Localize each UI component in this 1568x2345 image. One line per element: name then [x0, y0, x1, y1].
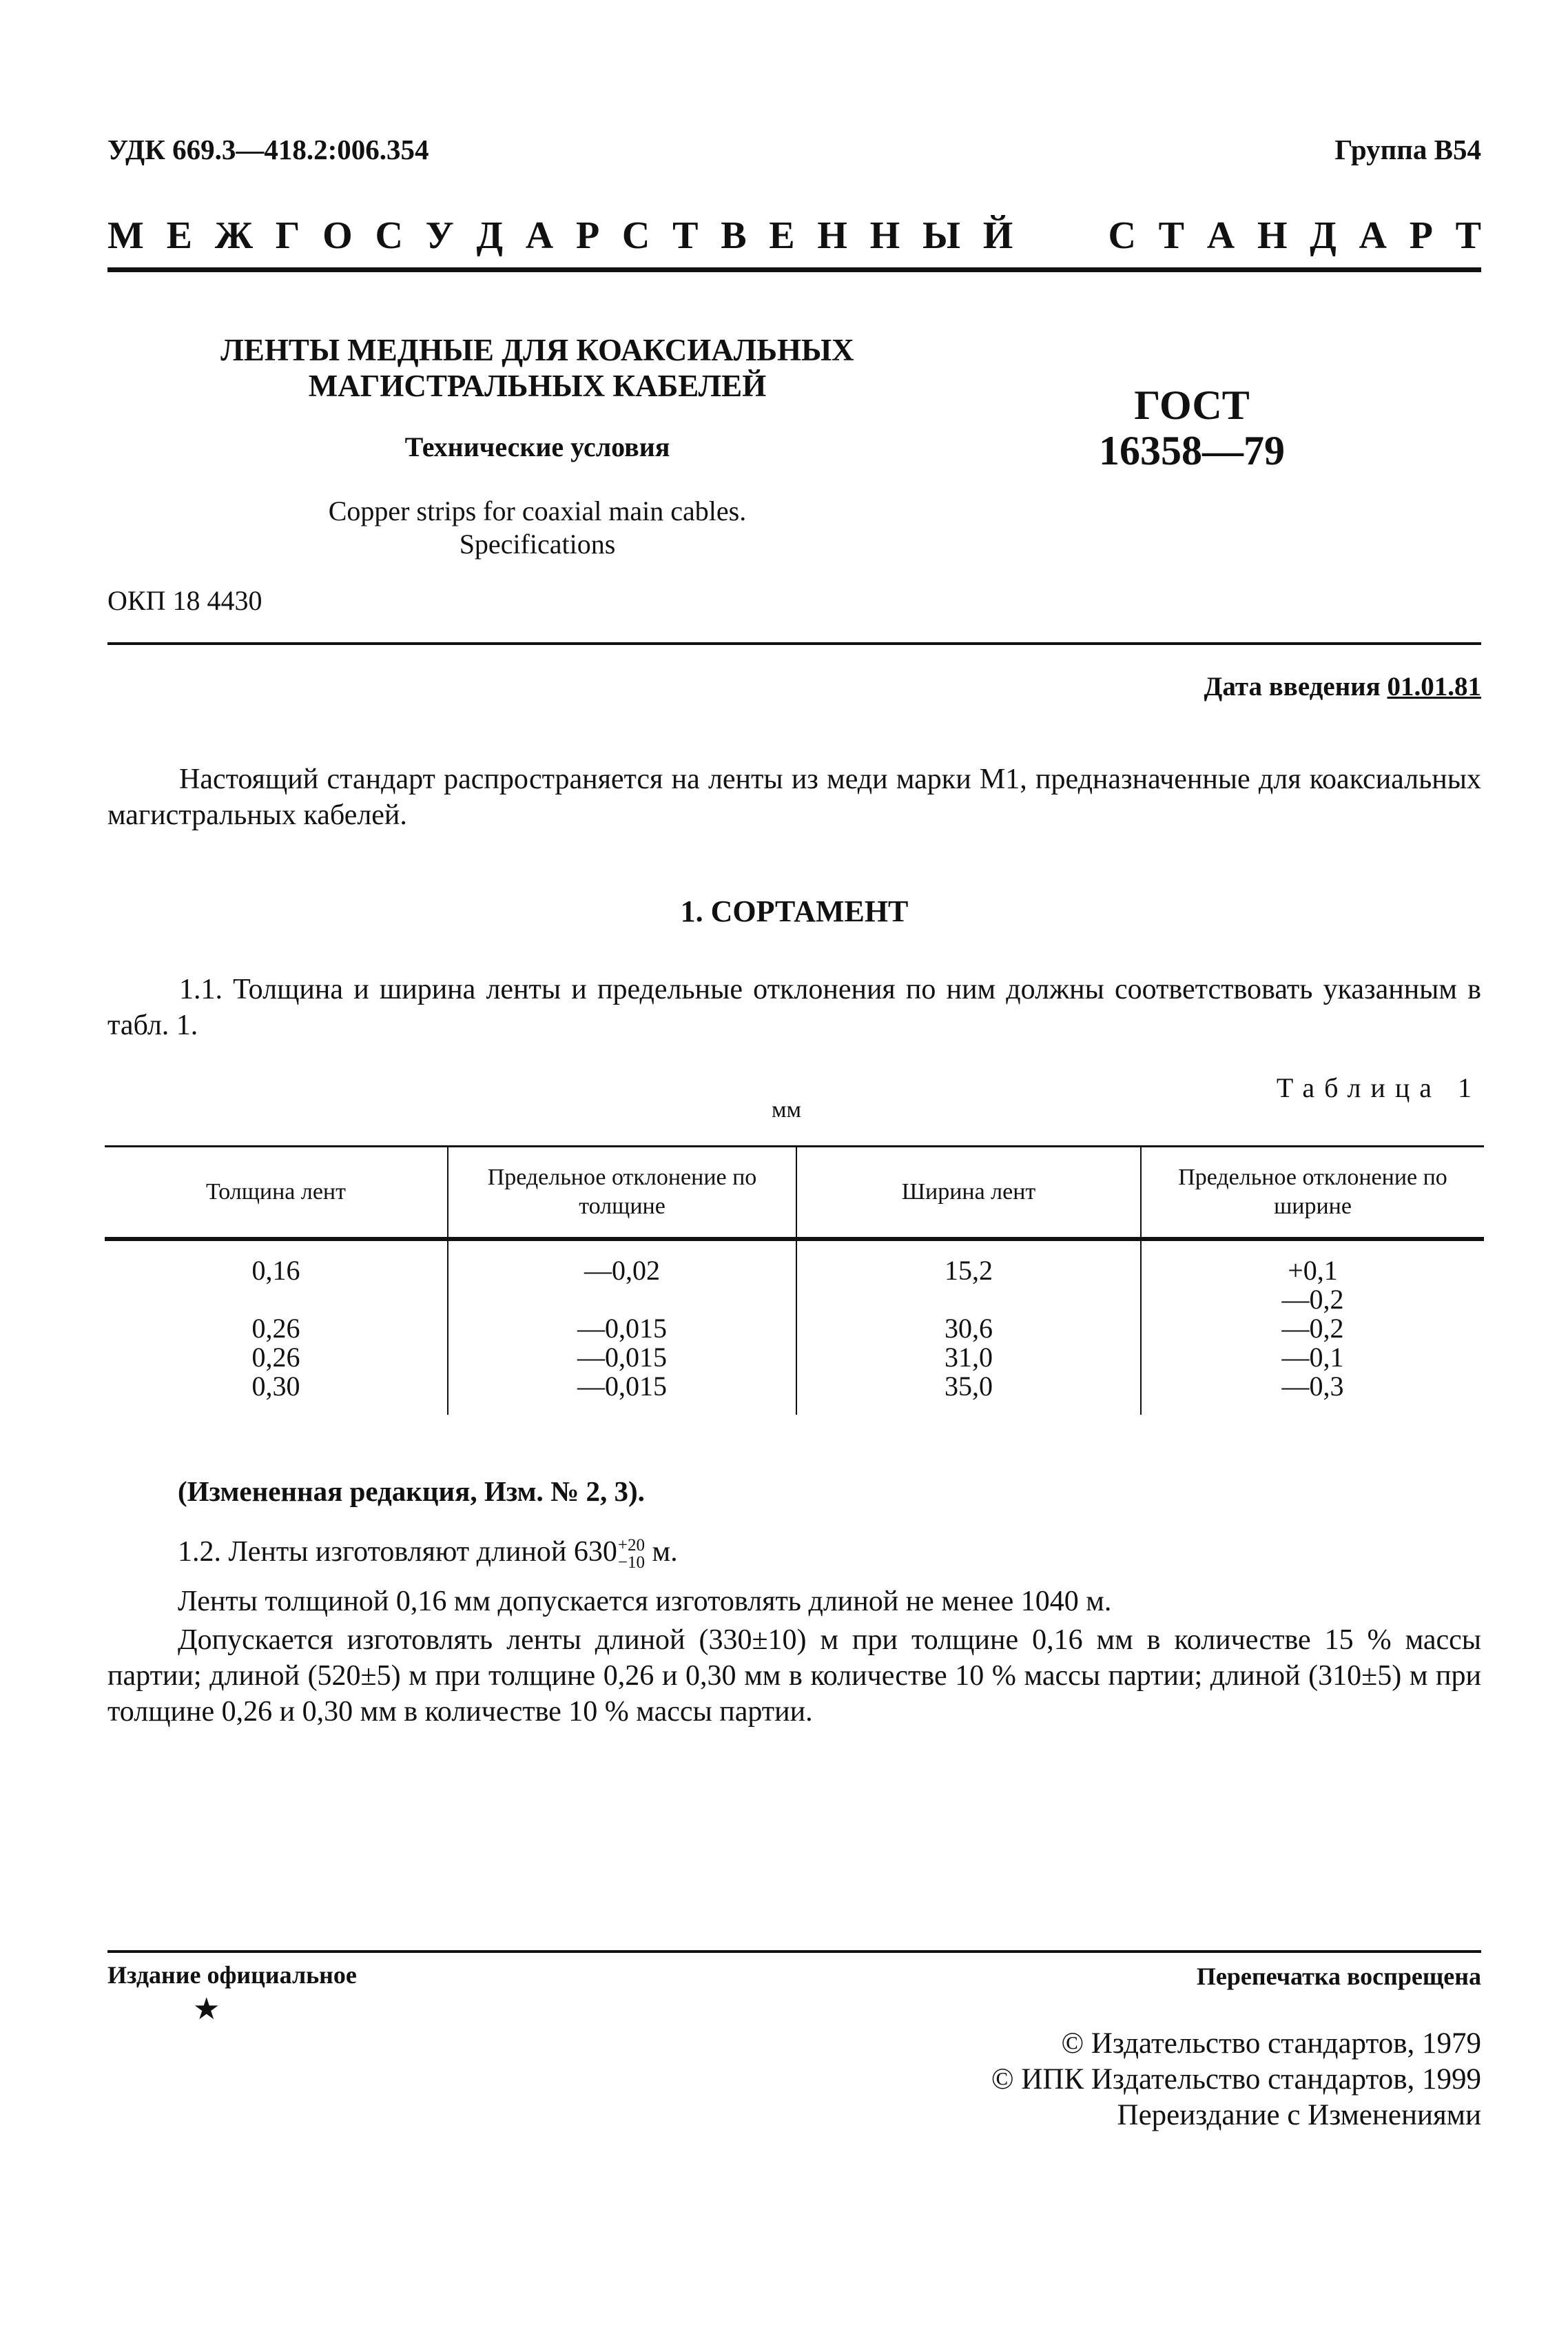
paragraph-1-2-unit: м.: [644, 1536, 678, 1568]
group-code: Группа В54: [1334, 134, 1481, 165]
english-title: [207, 495, 868, 561]
banner-letter: Р: [1409, 214, 1433, 257]
banner-letter: Н: [869, 214, 900, 257]
title-line-1: ЛЕНТЫ МЕДНЫЕ ДЛЯ КОАКСИАЛЬНЫХ: [220, 333, 854, 367]
paragraph-1-2-text: 1.2. Ленты изготовляют длиной 630: [178, 1536, 617, 1568]
gost-number: 16358—79: [1099, 428, 1285, 473]
english-title-line-2: Specifications: [459, 529, 616, 560]
official-edition: Издание официальное: [107, 1961, 357, 1989]
banner-letter: С: [375, 214, 403, 257]
banner-rule: [107, 267, 1481, 272]
star-icon: ★: [193, 1992, 220, 2026]
udk-code: УДК 669.3—418.2:006.354: [107, 134, 429, 165]
header-width-tolerance: Предельное отклонение по ширине: [1141, 1147, 1484, 1240]
banner-letter: С: [1108, 214, 1136, 257]
intro-paragraph: Настоящий стандарт распространяется на ленты из меди марки М1, предназначенные для коаксиальных магистральных кабелей.: [107, 764, 1481, 831]
section-heading: 1. СОРТАМЕНТ: [680, 894, 909, 928]
banner-letter: Т: [1455, 214, 1481, 257]
thickness-values: 0,16 0,26 0,26 0,30: [251, 1255, 300, 1402]
reissue-note: Переиздание с Изменениями: [1117, 2099, 1481, 2131]
width-tolerance-values: +0,1 —0,2 —0,2 —0,1 —0,3: [1141, 1239, 1484, 1415]
no-reprint-note: Перепечатка воспрещена: [1196, 1963, 1481, 1990]
banner-letter: Ж: [214, 214, 254, 257]
paragraph-1-2-third: Допускается изготовлять ленты длиной (330±10) м при толщине 0,16 мм в количестве 15 % массы партии; длиной (520±5) м при толщине 0,26 и 0,30 мм в количестве 10 % массы партии; длиной (310±5) м при толщине 0,26 и 0,30 мм в количестве 10 % массы партии.: [107, 1624, 1481, 1728]
banner-letter: А: [1359, 214, 1387, 257]
introduction-date-label: Дата введения: [1204, 672, 1381, 702]
banner-letter: Е: [166, 214, 192, 257]
header-thickness-tolerance: Предельное отклонение по толщине: [448, 1147, 796, 1240]
document-subtitle: Технические условия: [404, 431, 670, 462]
header-thickness: Толщина лент: [105, 1147, 448, 1240]
table-header-row: [105, 1147, 1484, 1240]
english-title-line-1: Copper strips for coaxial main cables.: [328, 495, 747, 526]
paragraph-1-2: [178, 1535, 678, 1571]
banner-letter: Д: [476, 214, 504, 257]
banner-letter: У: [425, 214, 454, 257]
banner-letter: [1072, 214, 1086, 258]
length-tolerance-lower: −10: [617, 1553, 645, 1573]
banner-letter: Т: [672, 214, 699, 257]
table-row: [105, 1239, 1484, 1415]
document-title: [207, 332, 868, 404]
banner-letter: Ы: [922, 214, 960, 257]
banner-letter: М: [107, 214, 144, 257]
banner-letter: Д: [1310, 214, 1337, 257]
length-tolerance-upper: +20: [617, 1536, 645, 1555]
copyright-block: [991, 2026, 1481, 2133]
footer-rule: [107, 1950, 1481, 1953]
paragraph-1-2-second: Ленты толщиной 0,16 мм допускается изготовлять длиной не менее 1040 м.: [178, 1586, 1112, 1617]
gost-designation: [1075, 382, 1309, 473]
paragraph-1-1: 1.1. Толщина и ширина ленты и предельные отклонения по ним должны соответствовать указанным в табл. 1.: [107, 974, 1481, 1041]
banner-letter: Н: [817, 214, 847, 257]
header-rule: [107, 642, 1481, 645]
banner-letter: Г: [275, 214, 300, 257]
banner-letter: Н: [1257, 214, 1288, 257]
title-line-2: МАГИСТРАЛЬНЫХ КАБЕЛЕЙ: [308, 369, 767, 403]
banner-letter: С: [621, 214, 650, 257]
amendment-note: (Измененная редакция, Изм. № 2, 3).: [178, 1475, 645, 1507]
dimensions-table: [105, 1145, 1484, 1415]
banner-letter: Р: [575, 214, 600, 257]
banner-letter: Й: [982, 214, 1013, 257]
table-unit: мм: [772, 1097, 802, 1123]
standard-banner: [107, 214, 1481, 258]
banner-letter: А: [525, 214, 554, 257]
gost-label: ГОСТ: [1134, 382, 1250, 428]
banner-letter: [1035, 214, 1049, 258]
length-tolerance: [618, 1537, 645, 1571]
banner-letter: Е: [769, 214, 795, 257]
banner-letter: О: [322, 214, 353, 257]
banner-letter: Т: [1158, 214, 1185, 257]
copyright-1979: © Издательство стандартов, 1979: [1061, 2027, 1481, 2060]
copyright-1999: © ИПК Издательство стандартов, 1999: [991, 2063, 1481, 2096]
okp-code: ОКП 18 4430: [107, 585, 262, 616]
banner-letter: В: [721, 214, 747, 257]
width-values: 15,2 30,6 31,0 35,0: [796, 1239, 1141, 1415]
introduction-date: [1204, 671, 1481, 702]
header-width: Ширина лент: [796, 1147, 1141, 1240]
table-caption: Таблица 1: [1276, 1072, 1481, 1103]
introduction-date-value: 01.01.81: [1387, 672, 1481, 702]
thickness-tolerance-values: —0,02 —0,015 —0,015 —0,015: [448, 1239, 796, 1415]
banner-letter: А: [1206, 214, 1235, 257]
